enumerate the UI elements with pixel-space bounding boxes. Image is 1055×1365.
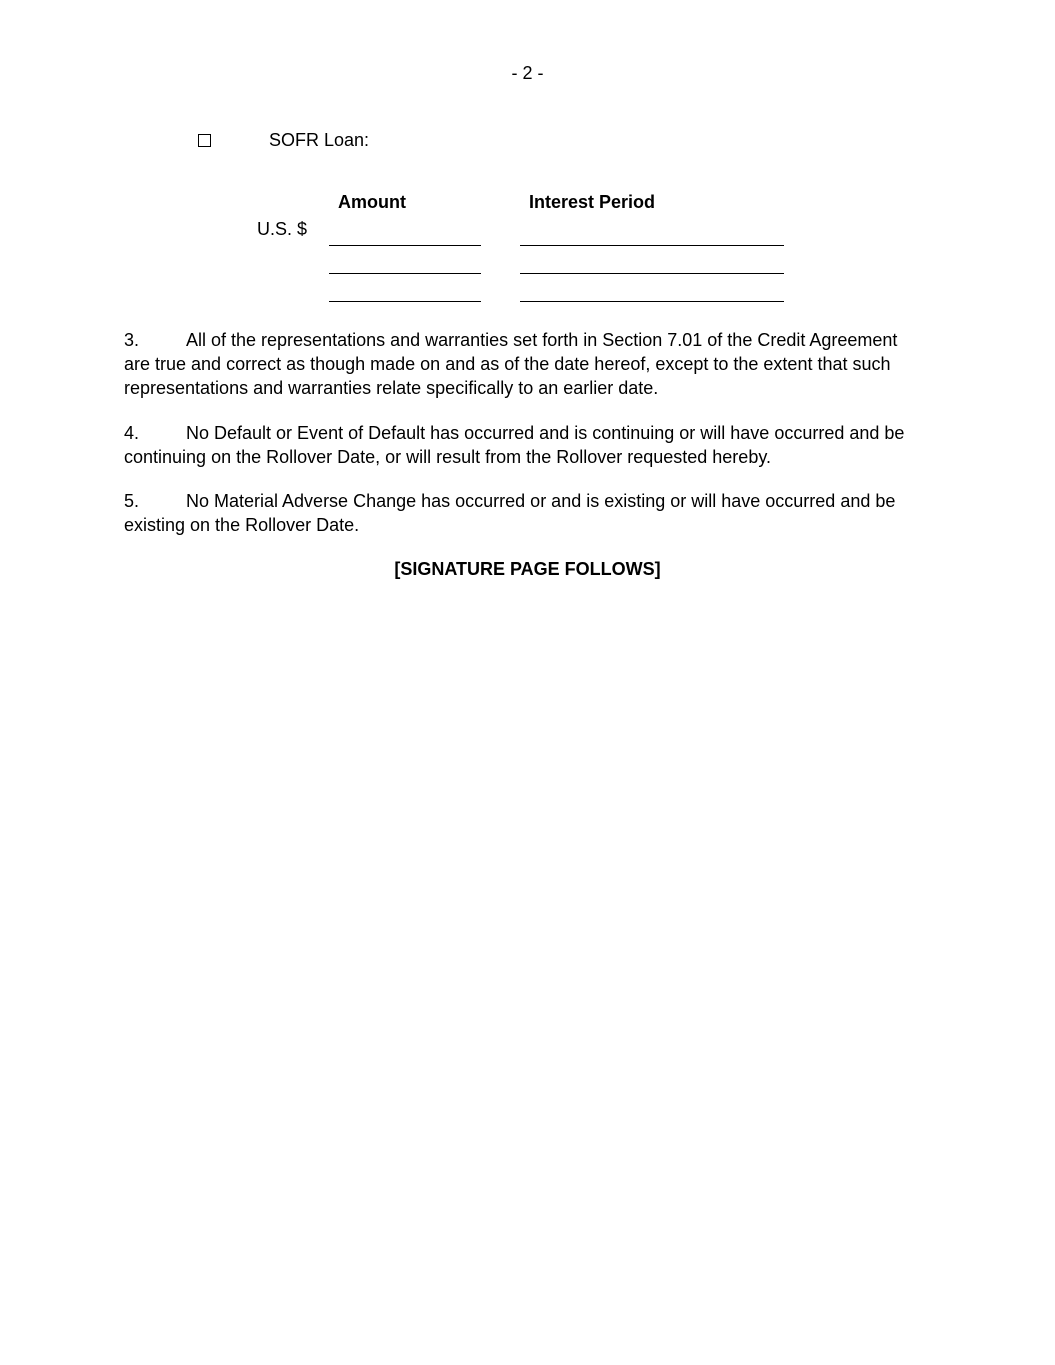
page-number: - 2 - [511,63,544,83]
paragraph-4 [124,421,924,469]
sofr-loan-checkbox[interactable] [198,134,211,147]
paragraph-3 [124,328,924,400]
interest-period-blank-line-3[interactable] [520,301,784,302]
paragraph-text: No Material Adverse Change has occurred or and is existing or will have occurred and be existing on the Rollover Date. [124,491,896,535]
paragraph-text: No Default or Event of Default has occurred and is continuing or will have occurred and be continuing on the Rollover Date, or will result from the Rollover requested hereby. [124,423,905,467]
paragraph-5 [124,489,924,537]
interest-period-blank-line-1[interactable] [520,245,784,246]
currency-label: U.S. $ [257,219,308,239]
amount-blank-line-1[interactable] [329,245,481,246]
paragraph-text: All of the representations and warranties set forth in Section 7.01 of the Credit Agreement are true and correct as though made on and as of the date hereof, except to the extent that such representations and warranties relate specifically to an earlier date. [124,330,898,398]
amount-blank-line-2[interactable] [329,273,481,274]
amount-column-header: Amount [338,192,406,212]
paragraph-number: 4. [124,423,140,443]
interest-period-blank-line-2[interactable] [520,273,784,274]
paragraph-number: 3. [124,330,140,350]
signature-page-notice: [SIGNATURE PAGE FOLLOWS] [394,559,661,579]
amount-blank-line-3[interactable] [329,301,481,302]
sofr-loan-label: SOFR Loan: [269,130,370,150]
paragraph-number: 5. [124,491,140,511]
interest-period-column-header: Interest Period [529,192,656,212]
